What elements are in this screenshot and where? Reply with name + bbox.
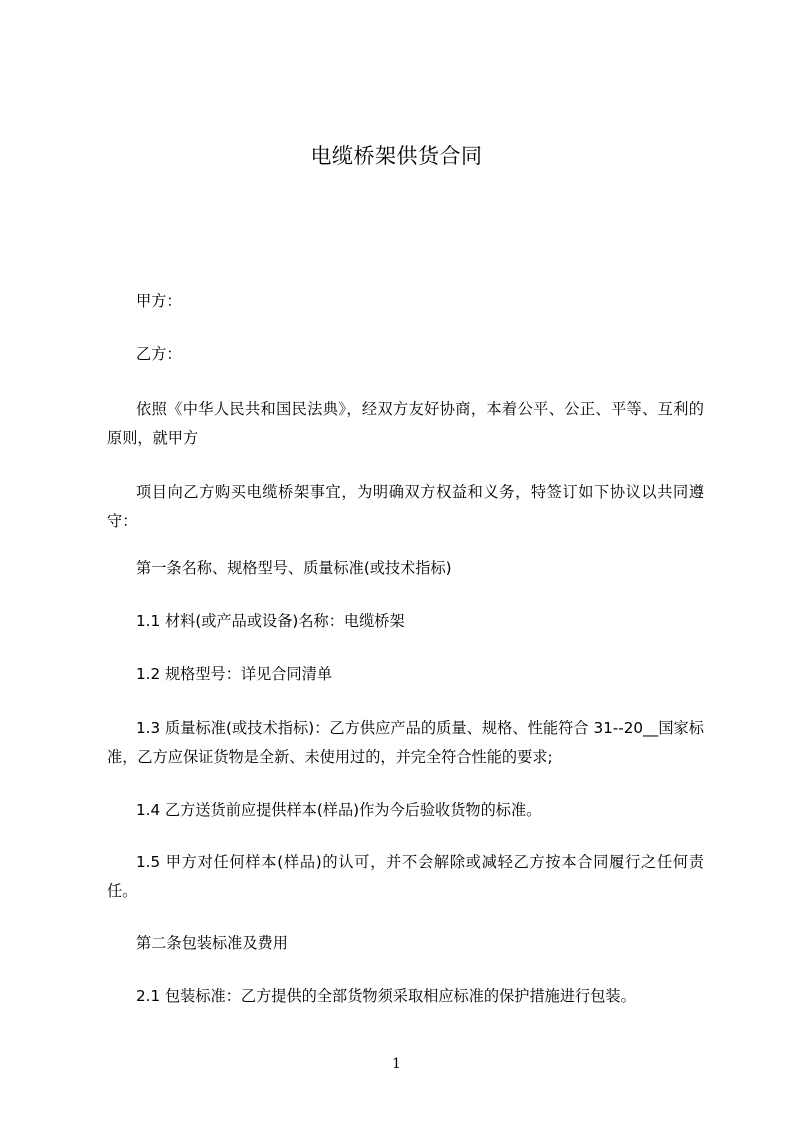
page-number: 1: [392, 1056, 401, 1072]
party-a-line: 甲方：: [136, 292, 182, 310]
clause-1-2: 1.2 规格型号：详见合同清单: [136, 665, 333, 683]
party-b-line: 乙方：: [136, 345, 182, 363]
preamble-paragraph: 依照《中华人民共和国民法典》，经双方友好协商，本着公平、公正、平等、互利的原则，就甲方: [107, 400, 704, 447]
article-2-heading: 第二条包装标准及费用: [136, 934, 288, 952]
clause-1-3: 1.3 质量标准(或技术指标)：乙方供应产品的质量、规格、性能符合 31--20__国家标准，乙方应保证货物是全新、未使用过的，并完全符合性能的要求;: [107, 719, 704, 766]
document-title: 电缆桥架供货合同: [310, 144, 483, 168]
article-1-heading: 第一条名称、规格型号、质量标准(或技术指标): [136, 559, 452, 577]
clause-1-5: 1.5 甲方对任何样本(样品)的认可，并不会解除或减轻乙方按本合同履行之任何责任。: [107, 853, 704, 900]
clause-2-1: 2.1 包装标准：乙方提供的全部货物须采取相应标准的保护措施进行包装。: [136, 987, 636, 1005]
clause-1-1: 1.1 材料(或产品或设备)名称：电缆桥架: [136, 612, 405, 630]
clause-1-4: 1.4 乙方送货前应提供样本(样品)作为今后验收货物的标准。: [136, 801, 542, 819]
purpose-paragraph: 项目向乙方购买电缆桥架事宜，为明确双方权益和义务，特签订如下协议以共同遵守：: [107, 483, 704, 530]
